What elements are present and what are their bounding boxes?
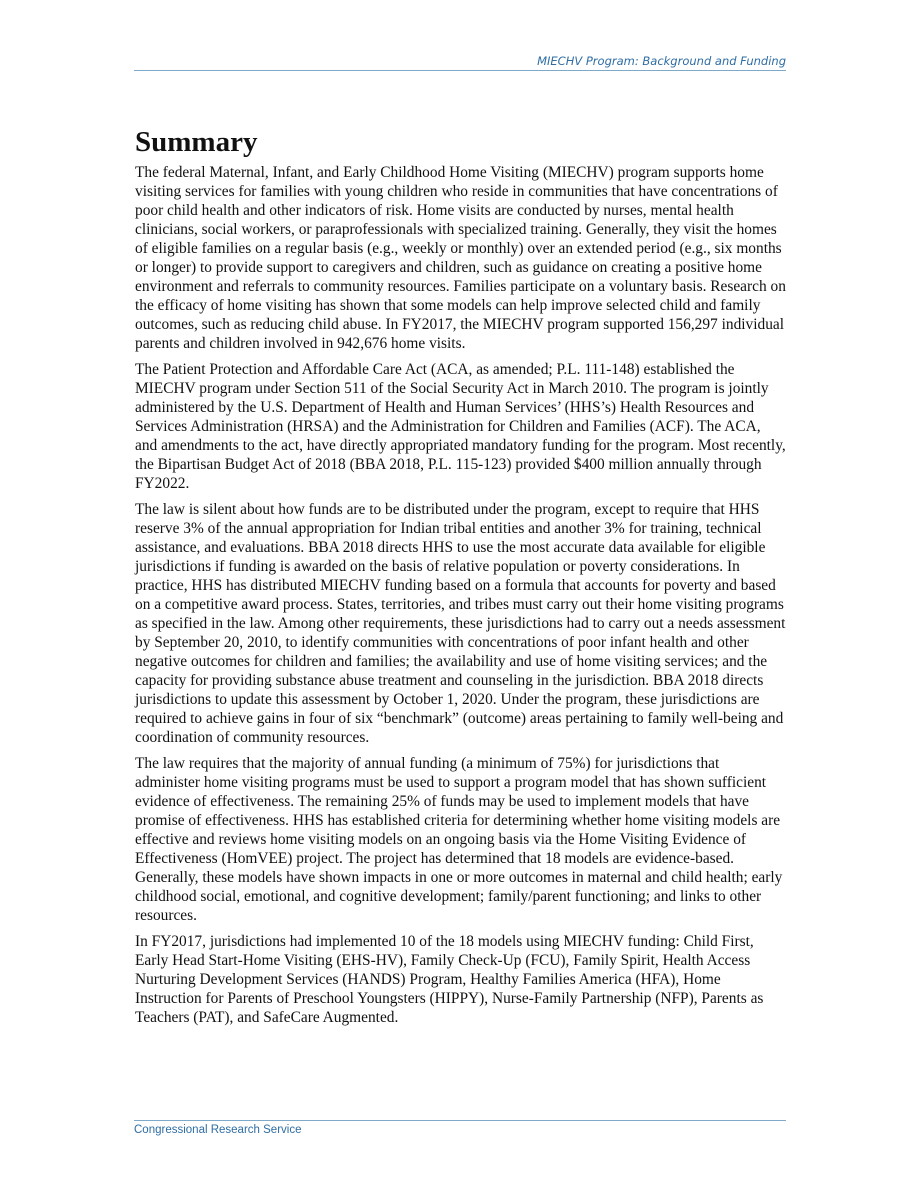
section-heading: Summary bbox=[135, 126, 258, 158]
paragraph: The federal Maternal, Infant, and Early Childhood Home Visiting (MIECHV) program supports home visiting services for families with young children who reside in communities that have concentrations of poor child health and other indicators of risk. Home visits are conducted by nurses, mental health clinicians, social workers, or paraprofessionals with specialized training. Generally, they visit the homes of eligible families on a regular basis (e.g., weekly or monthly) over an extended period (e.g., six months or longer) to provide support to caregivers and children, such as guidance on creating a positive home environment and referrals to community resources. Families participate on a voluntary basis. Research on the efficacy of home visiting has shown that some models can help improve selected child and family outcomes, such as reducing child abuse. In FY2017, the MIECHV program supported 156,297 individual parents and children involved in 942,676 home visits. bbox=[135, 164, 786, 352]
paragraph: The Patient Protection and Affordable Care Act (ACA, as amended; P.L. 111-148) established the MIECHV program under Section 511 of the Social Security Act in March 2010. The program is jointly administered by the U.S. Department of Health and Human Services’ (HHS’s) Health Resources and Services Administration (HRSA) and the Administration for Children and Families (ACF). The ACA, and amendments to the act, have directly appropriated mandatory funding for the program. Most recently, the Bipartisan Budget Act of 2018 (BBA 2018, P.L. 115-123) provided $400 million annually through FY2022. bbox=[135, 361, 786, 492]
paragraph: The law requires that the majority of annual funding (a minimum of 75%) for jurisdictions that administer home visiting programs must be used to support a program model that has shown sufficient evidence of effectiveness. The remaining 25% of funds may be used to implement models that have promise of effectiveness. HHS has established criteria for determining whether home visiting models are effective and reviews home visiting models on an ongoing basis via the Home Visiting Evidence of Effectiveness (HomVEE) project. The project has determined that 18 models are evidence-based. Generally, these models have shown impacts in one or more outcomes in maternal and child health; early childhood social, emotional, and cognitive development; family/parent functioning; and links to other resources. bbox=[135, 755, 783, 924]
paragraph: In FY2017, jurisdictions had implemented 10 of the 18 models using MIECHV funding: Child First, Early Head Start-Home Visiting (EHS-HV), Family Check-Up (FCU), Family Spirit, Health Access Nurturing Development Services (HANDS) Program, Healthy Families America (HFA), Home Instruction for Parents of Preschool Youngsters (HIPPY), Nurse-Family Partnership (NFP), Parents as Teachers (PAT), and SafeCare Augmented. bbox=[135, 933, 764, 1026]
running-header: MIECHV Program: Background and Funding bbox=[134, 54, 786, 71]
document-body bbox=[135, 123, 786, 1034]
page-footer: Congressional Research Service bbox=[134, 1120, 786, 1136]
paragraph: The law is silent about how funds are to be distributed under the program, except to require that HHS reserve 3% of the annual appropriation for Indian tribal entities and another 3% for training, technical assistance, and evaluations. BBA 2018 directs HHS to use the most accurate data available for eligible jurisdictions if funding is awarded on the basis of relative population or poverty considerations. In practice, HHS has distributed MIECHV funding based on a formula that accounts for poverty and based on a competitive award process. States, territories, and tribes must carry out their home visiting programs as specified in the law. Among other requirements, these jurisdictions had to carry out a needs assessment by September 20, 2010, to identify communities with concentrations of poor infant health and other negative outcomes for children and families; the availability and use of home visiting services; and the capacity for providing substance abuse treatment and counseling in the jurisdiction. BBA 2018 directs jurisdictions to update this assessment by October 1, 2020. Under the program, these jurisdictions are required to achieve gains in four of six “benchmark” (outcome) areas pertaining to family well-being and coordination of community resources. bbox=[135, 501, 786, 746]
